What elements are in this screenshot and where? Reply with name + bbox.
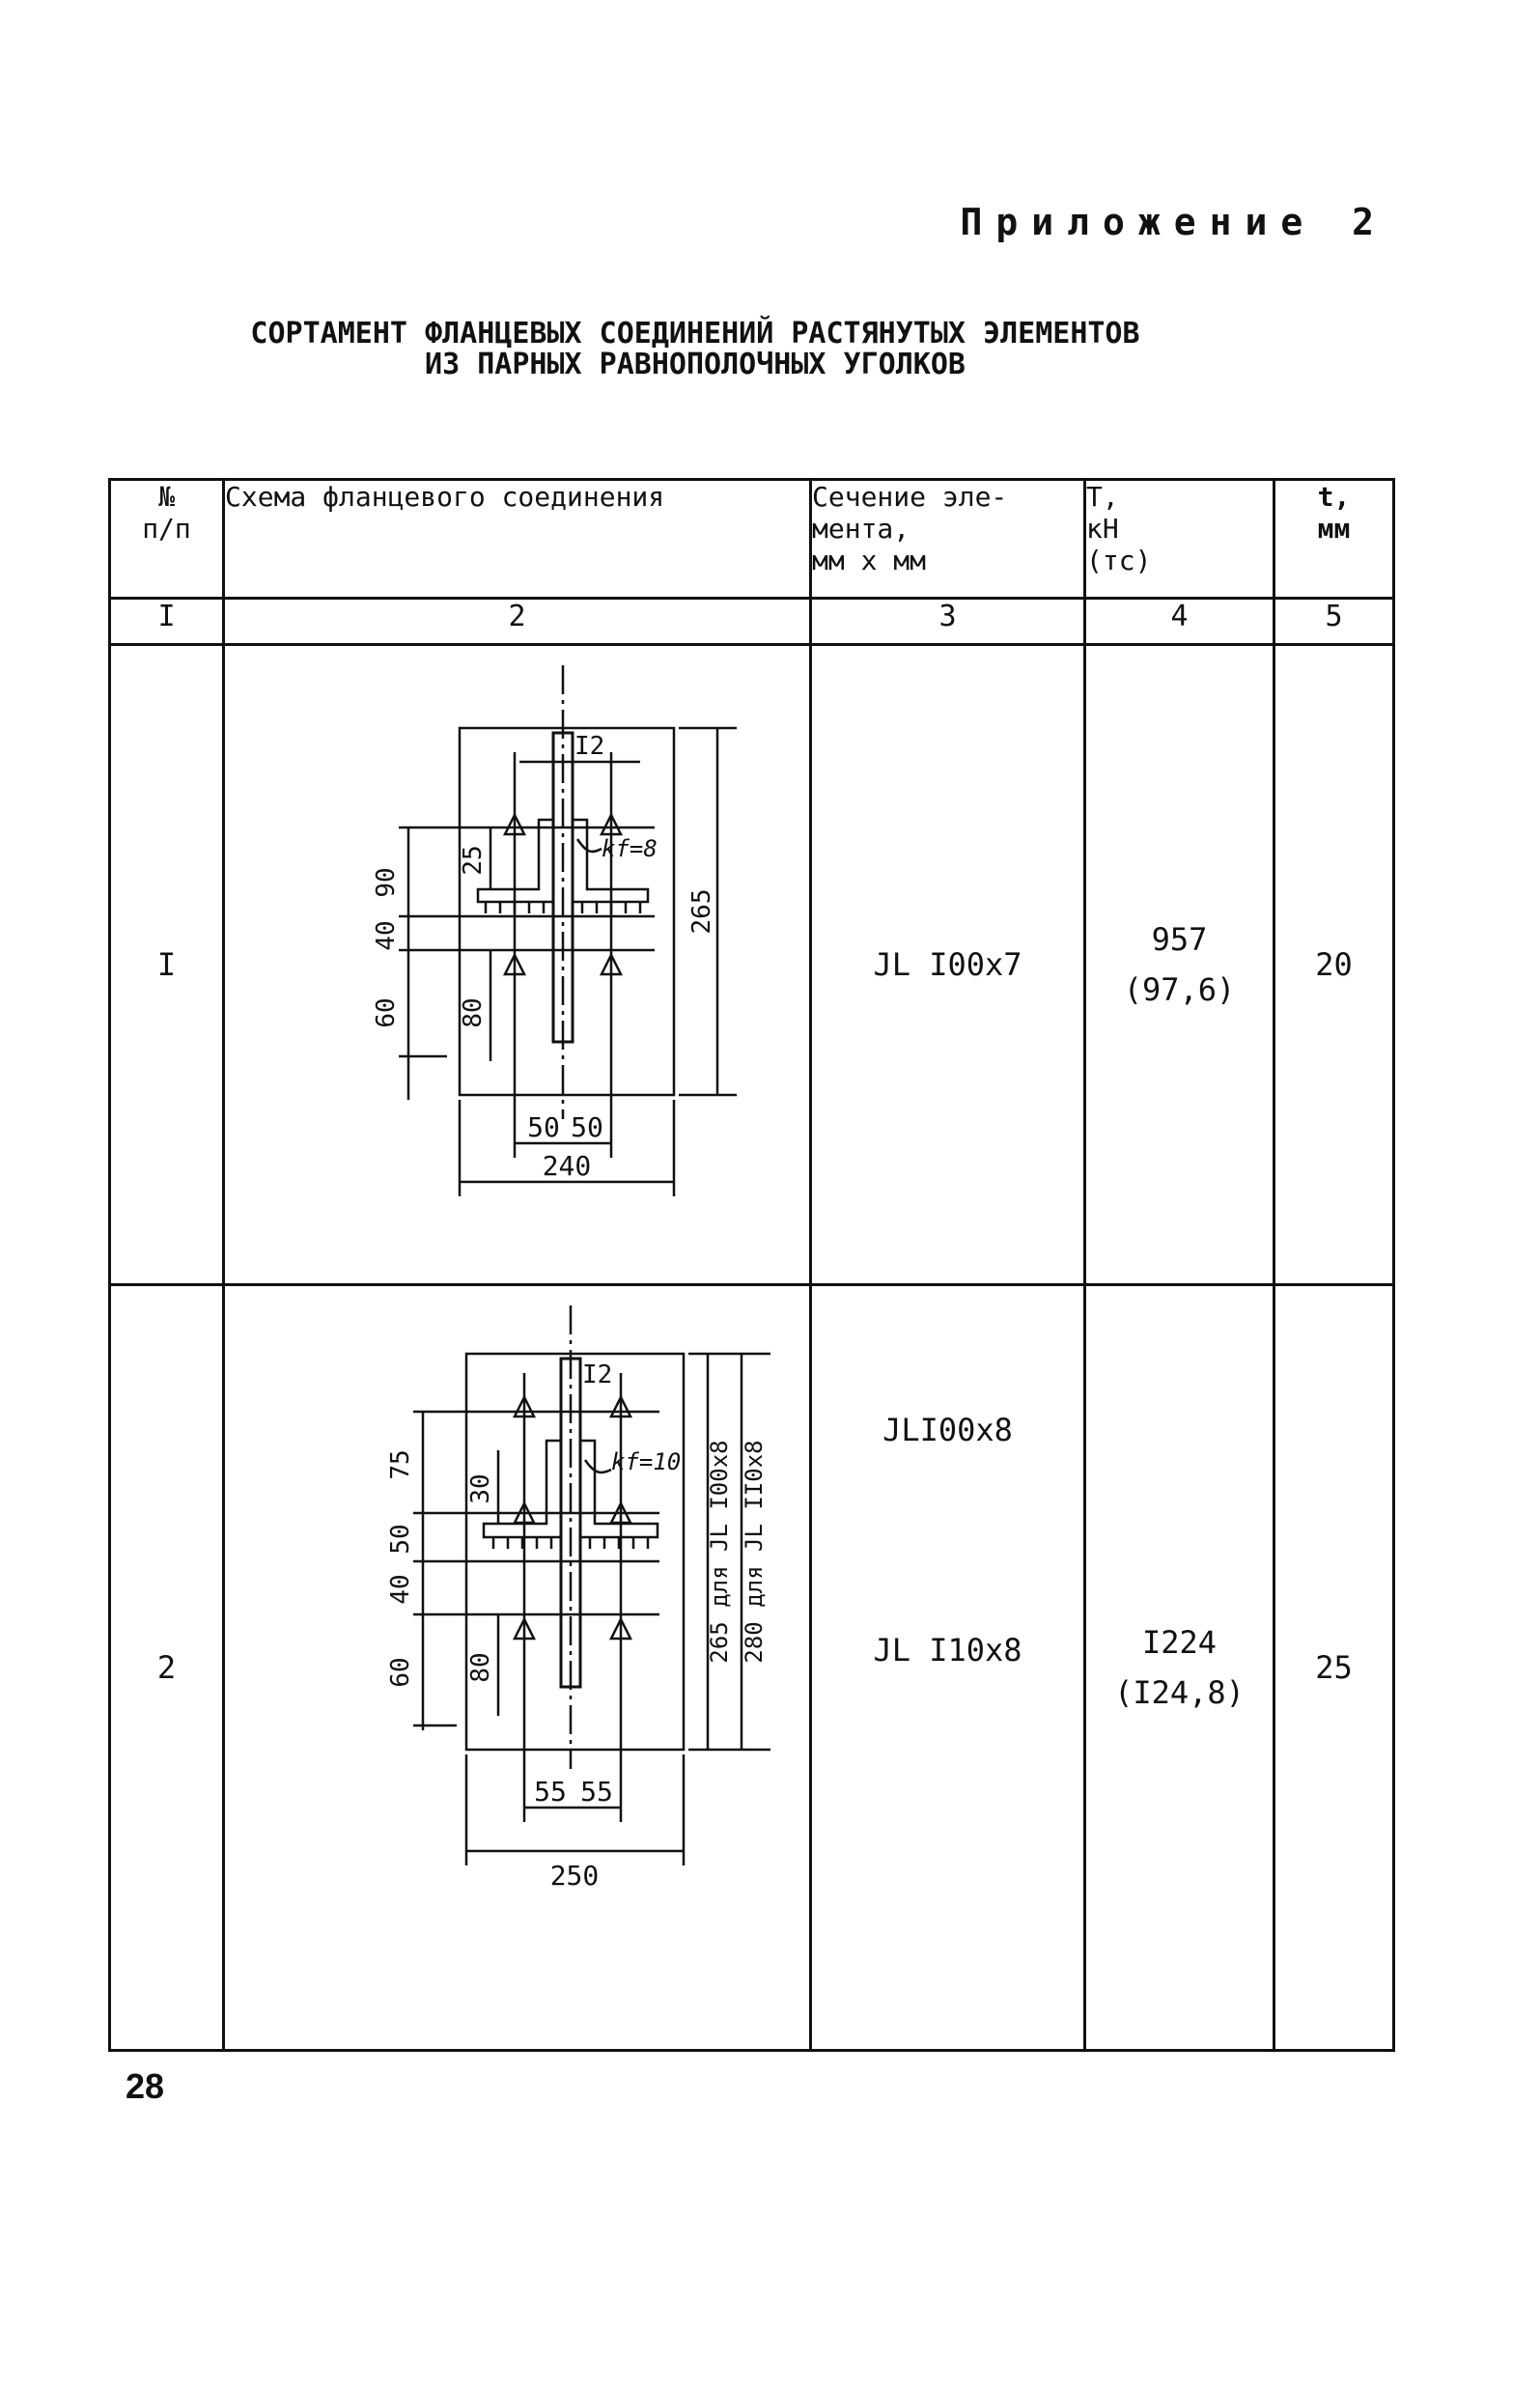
page-number: 28 [126, 2066, 165, 2106]
appendix-label: Приложение 2 [960, 201, 1387, 243]
section-cell [811, 645, 1085, 1285]
title-line-1: СОРТАМЕНТ ФЛАНЦЕВЫХ СОЕДИНЕНИЙ РАСТЯНУТЫХ ЭЛЕМЕНТОВ [250, 317, 1140, 351]
row-number: I [110, 645, 224, 1285]
col-number-2: 2 [224, 599, 811, 645]
force-kn: I224 [1141, 1624, 1218, 1661]
scheme-left-dim-4: 60 [386, 1657, 415, 1688]
scheme-left-dim-2: 40 [372, 920, 401, 951]
scheme-inner-dim-1: 30 [466, 1473, 495, 1504]
scheme-right-dim-a: 265 для JL I00x8 [706, 1440, 733, 1664]
force-ts: (I24,8) [1114, 1674, 1245, 1711]
section-cell [811, 1285, 1085, 2051]
force-ts: (97,6) [1123, 971, 1236, 1008]
document-title [193, 319, 1197, 380]
col-header-section: Сечение эле- мента, мм x мм [811, 480, 1085, 599]
force-cell [1085, 645, 1274, 1285]
col-number-1: I [110, 599, 224, 645]
flange-table [108, 478, 1395, 2052]
column-numbers-row [110, 599, 1394, 645]
thickness-cell: 20 [1274, 645, 1394, 1285]
table-row [110, 1285, 1394, 2051]
scheme-weld-label: kf=8 [602, 835, 658, 862]
scheme-inner-dim-1: 25 [459, 845, 488, 876]
scheme-left-dim-3: 40 [386, 1574, 415, 1605]
scheme-inner-dim-2: 80 [459, 997, 488, 1028]
scheme-left-dim-1: 90 [372, 867, 401, 898]
col-number-5: 5 [1274, 599, 1394, 645]
scheme-width-dim: 250 [549, 1860, 600, 1892]
scheme-cell [224, 1285, 811, 2051]
flange-scheme-1 [225, 646, 804, 1274]
force-kn: 957 [1151, 921, 1208, 958]
flange-scheme-2 [225, 1286, 804, 1914]
scheme-top-label: I2 [574, 732, 605, 761]
row-number: 2 [110, 1285, 224, 2051]
force-cell [1085, 1285, 1274, 2051]
title-line-2: ИЗ ПАРНЫХ РАВНОПОЛОЧНЫХ УГОЛКОВ [425, 348, 966, 381]
section-value-a: JLI00x8 [882, 1412, 1013, 1448]
scheme-inner-dim-2: 80 [466, 1652, 495, 1683]
scheme-right-dim: 265 [687, 888, 716, 935]
section-value: JL I00x7 [873, 946, 1022, 983]
scheme-left-dim-3: 60 [372, 997, 401, 1028]
scheme-bottom-dim-1: 55 [534, 1776, 567, 1808]
header-row [110, 480, 1394, 599]
col-header-scheme: Схема фланцевого соединения [224, 480, 811, 599]
col-header-number: № п/п [110, 480, 224, 599]
scheme-bottom-dim-2: 50 [571, 1111, 603, 1143]
scheme-top-label: I2 [582, 1360, 613, 1389]
section-value-b: JL I10x8 [873, 1632, 1022, 1669]
scheme-right-dim-b: 280 для JL II0x8 [741, 1440, 768, 1664]
scheme-bottom-dim-1: 50 [527, 1111, 560, 1143]
scheme-cell [224, 645, 811, 1285]
col-header-thickness: t, мм [1274, 480, 1394, 599]
scheme-weld-label: kf=10 [611, 1448, 682, 1475]
scheme-bottom-dim-2: 55 [580, 1776, 613, 1808]
col-number-4: 4 [1085, 599, 1274, 645]
table-row [110, 645, 1394, 1285]
scheme-width-dim: 240 [542, 1150, 592, 1182]
scheme-left-dim-2: 50 [386, 1524, 415, 1555]
thickness-cell: 25 [1274, 1285, 1394, 2051]
col-header-force: T, кН (тс) [1085, 480, 1274, 599]
col-number-3: 3 [811, 599, 1085, 645]
scheme-left-dim-1: 75 [386, 1449, 415, 1480]
